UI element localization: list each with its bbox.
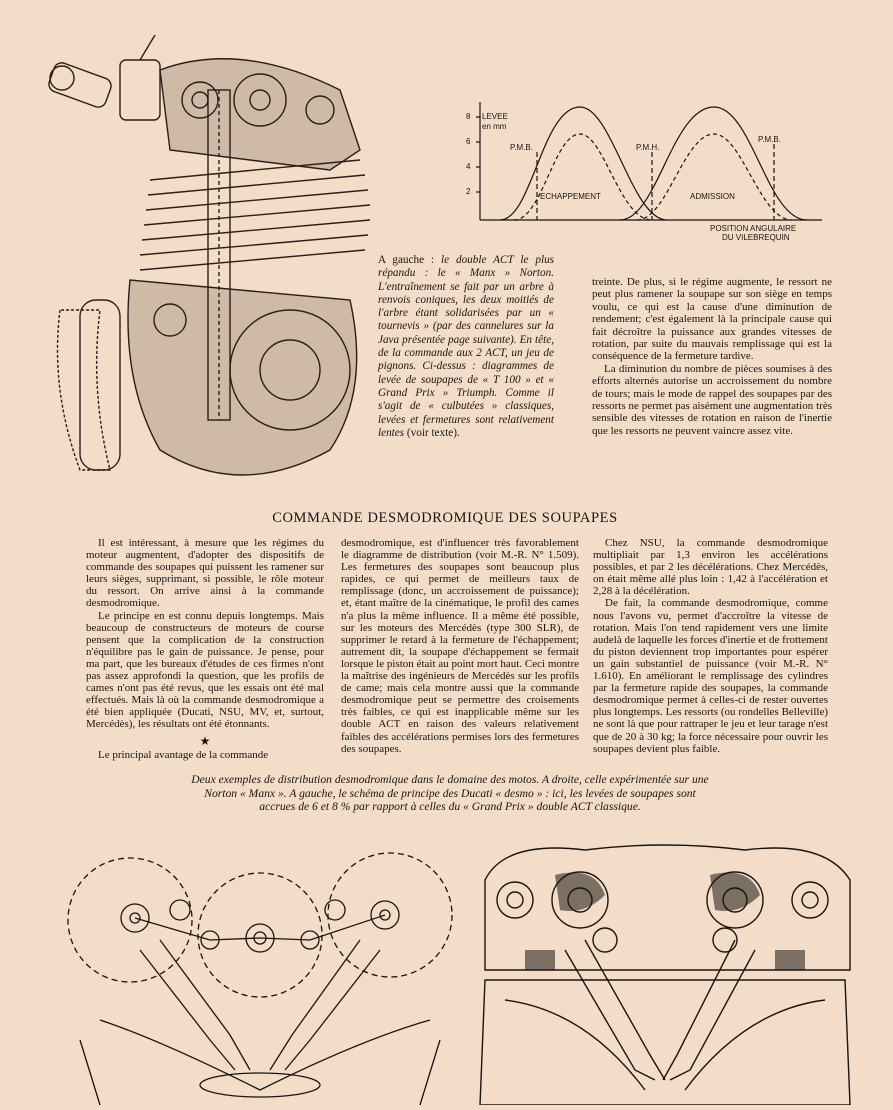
pmh-label: P.M.H. [636, 143, 660, 152]
paragraph: desmodromique, est d'influencer très favorablement le diagramme de distribution (voir M.-R. N° 1.509). Les fermetures des soupapes sont beaucoup plus rapides, ce qui permet de meilleurs taux de remplissage (donc, un accroissement de puissance); et, étant maître de la cinématique, le profil des cames n'a plus la même influence. Il a même été possible, sur les moteurs des Mercédès (type 300 SLR), de supprimer le retard à la fermeture de l'échappement; autrement dit, la soupape d'échappement se fermait lorsque le piston était au point mort haut. Ceci montre la maîtrise des ingénieurs de Mercédès sur les profils de came; mais cela montre aussi que la commande desmodromique peut se permettre des croisements très faibles, ce qui est inapplicable même sur les double ACT en raison des valeurs relativement faibles des accélérations permises lors des fermetures des soupapes. [341, 537, 579, 755]
text-column-upper-right [592, 276, 832, 437]
caption-body: le double ACT le plus répandu : le « Manx » Norton. L'entraînement se fait par un arbre à renvois coniques, les deux moitiés de l'arbre étant solidarisées par un « tournevis » (par des cannelures sur la Java présentée page suivante). En tête, de la commande aux 2 ACT, un jeu de pignons. Ci-dessus : diagrammes de levée de soupapes de « T 100 » et « Grand Prix » Triumph. Comme il s'agit de « culbutées » classiques, levées et fermetures sont relativement lentes [378, 254, 555, 439]
text-column-2 [341, 537, 579, 755]
paragraph: De fait, la commande desmodromique, comme nous l'avons vu, permet d'accroître la vitesse de rotation. Mais l'on tend rapidement vers une limite audelà de laquelle les forces d'inertie et de frottement du piston deviennent trop importantes pour espérer un gain substantiel de puissance (voir M.-R. N° 1.610). En améliorant le remplissage des cylindres par la fermeture rapide des soupapes, la commande desmodromique permet à celles-ci de rester ouvertes plus longtemps. Les ressorts (ou rondelles Belleville) ne sont là que pour rattraper le jeu et leur tarage n'est que de 20 à 30 kg; la force nécessaire pour ouvrir les soupapes devient plus faible. [593, 597, 828, 755]
engine-cutaway-illustration [40, 30, 380, 500]
paragraph: Chez NSU, la commande desmodromique multipliait par 1,3 environ les accélérations possibles, et par 2 les décélérations. Chez Mercédès, on était même allé plus loin : 1,42 à l'accélération et 2,28 à la décélération. [593, 537, 828, 598]
star-separator: ★ [199, 733, 211, 748]
paragraph: Le principal avantage de la commande [98, 748, 269, 761]
intake-label: ADMISSION [690, 192, 735, 201]
caption-lead: A gauche : [378, 254, 441, 266]
tick-4: 4 [466, 162, 471, 171]
y-label-1: LEVEE [482, 112, 508, 121]
caption-tail: (voir texte). [404, 426, 460, 439]
exhaust-curve-solid [500, 107, 667, 220]
valve-lift-diagram [462, 92, 842, 244]
text-column-3 [593, 537, 828, 755]
ducati-desmo-schematic [60, 840, 460, 1105]
x-label-1: POSITION ANGULAIRE [710, 224, 797, 233]
section-title: COMMANDE DESMODROMIQUE DES SOUPAPES [272, 510, 618, 526]
paragraph: treinte. De plus, si le régime augmente, le ressort ne peut plus ramener la soupape sur son siège en temps voulu, ce qui est la cause d'une diminution de rendement; c'est également là la principale cause qui fait décroître la puissance aux grandes vitesses de rotation, par suite du mauvais remplissage qui est la conséquence de la fermeture tardive. [592, 276, 832, 363]
norton-manx-desmo-cutaway [465, 840, 865, 1105]
paragraph: Il est intéressant, à mesure que les régimes du moteur augmentent, d'adopter des dispositifs de commande des soupapes qui puissent les ramener sur leurs sièges, supprimant, si possible, le rôle moteur du ressort. On arrive ainsi à la commande desmodromique. [86, 537, 324, 610]
intake-curve-dashed [637, 134, 792, 220]
paragraph: La diminution du nombre de pièces soumises à des efforts alternés autorise un accroissement du nombre de tours; mais le mode de rappel des soupapes par des ressorts ne permet pas aisément une augmentation très sensible des vitesses de rotation en raison de l'inertie que les ressorts ne peuvent vaincre assez vite. [592, 362, 832, 437]
desmo-caption: Deux exemples de distribution desmodromique dans le domaine des motos. A droite, celle expérimentée sur une Norton « Manx ». A gauche, le schéma de principe des Ducati « desmo » : ici, les levées de soupapes sont accrues de 6 et 8 % par rapport à celles du « Grand Prix » double ACT classique. [191, 773, 709, 814]
pmb-right-label: P.M.B. [758, 135, 781, 144]
exhaust-curve-dashed [514, 134, 652, 220]
x-label-2: DU VILEBREQUIN [722, 233, 790, 242]
y-label-2: en mm [482, 122, 507, 131]
intake-curve-solid [620, 107, 807, 220]
tick-2: 2 [466, 187, 471, 196]
pmb-left-label: P.M.B. [510, 143, 533, 152]
tick-6: 6 [466, 137, 471, 146]
exhaust-label: ECHAPPEMENT [540, 192, 601, 201]
engine-caption [378, 254, 554, 440]
paragraph: Le principe en est connu depuis longtemps. Mais beaucoup de constructeurs de moteurs de course pensent que la complication de la construction n'équilibre pas le gain de puissance. Je pense, pour ma part, que les bureaux d'études de ces firmes n'ont pas assez approfondi la question, que les profils de cames n'ont pas été revus, que les essais ont été mal effectués. Mais là où la commande desmodromique a été bien appliquée (Ducati, NSU, MV, et, surtout, Mercédès), les résultats ont été étonnants. [86, 609, 324, 731]
tick-8: 8 [466, 112, 471, 121]
text-column-1 [86, 537, 324, 761]
